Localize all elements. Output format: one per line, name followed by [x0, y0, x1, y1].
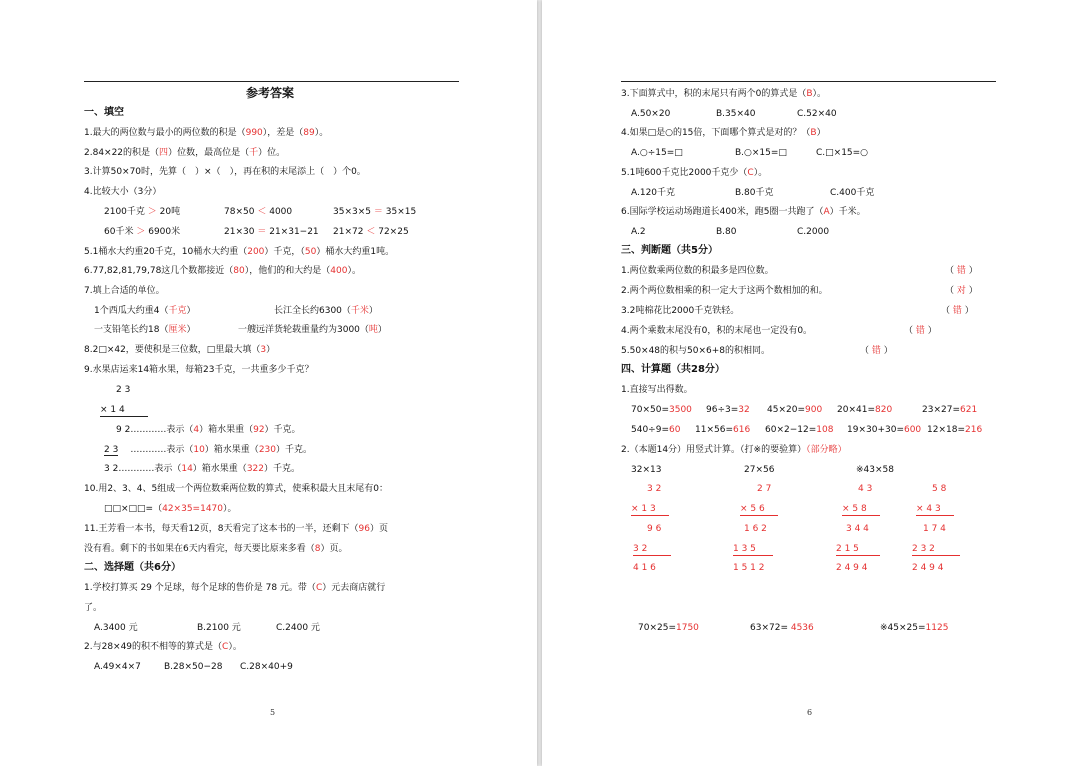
- choice-6: 6.国际学校运动场跑道长400米，跑5圈一共跑了（A）千米。: [621, 207, 866, 217]
- vert-1-p1: 9 6: [647, 524, 662, 534]
- vert-4-result: 2 4 9 4: [912, 563, 944, 573]
- question-1: 1.最大的两位数与最小的两位数的积是（990），差是（89）。: [84, 128, 329, 138]
- question-2: 2.84×22的积是（四）位数，最高位是（千）位。: [84, 148, 286, 158]
- choice-4-option-c: C.□×15=○: [816, 148, 869, 158]
- question-11-cont: 没有看。剩下的书如果在6天内看完，每天要比原来多看（8）页。: [84, 544, 348, 554]
- choice-6-option-a: A.2: [631, 227, 646, 237]
- choice-5-option-b: B.80千克: [735, 188, 774, 198]
- section-heading-judge: 三、判断题（共5分）: [621, 245, 718, 256]
- question-7a: 1个西瓜大约重4（千克）: [94, 306, 196, 316]
- page-right: [542, 0, 1080, 766]
- bottom-calc-2: 63×72= 4536: [750, 623, 814, 633]
- question-9: 9.水果店运来14箱水果，每箱23千克，一共重多少千克？: [84, 365, 314, 375]
- judge-4: 4.两个乘数末尾没有0，积的末尾也一定没有0。: [621, 326, 813, 336]
- vert-4-p1: 1 7 4: [923, 524, 946, 534]
- judge-4-answer: （ 错 ）: [904, 326, 937, 336]
- calc-part-1: 1.直接写出得数。: [621, 385, 693, 395]
- choice-6-option-b: B.80: [716, 227, 737, 237]
- judge-1: 1.两位数乘两位数的积最多是四位数。: [621, 266, 774, 276]
- question-7: 7.填上合适的单位。: [84, 286, 165, 296]
- choice-2-option-a: A.49×4×7: [94, 662, 141, 672]
- vert-4-top: 5 8: [932, 484, 947, 494]
- calc-line-2: 2 3 …………表示（10）箱水果重（230）千克。: [104, 445, 313, 455]
- choice-3-option-a: A.50×20: [631, 109, 671, 119]
- choice-1-option-a: A.3400 元: [94, 623, 138, 633]
- vert-2-p2: 1 3 5: [733, 543, 773, 556]
- page-title: 参考答案: [246, 86, 295, 100]
- page-left: [0, 0, 537, 766]
- compare-2: 78×50 ＜ 4000: [224, 207, 293, 217]
- calc-multiplier: × 1 4: [100, 404, 148, 417]
- vert-1-top: 3 2: [647, 484, 662, 494]
- oral-7: 11×56=616: [695, 425, 751, 435]
- choice-4: 4.如果□是○的15倍，下面哪个算式是对的？（B）: [621, 128, 826, 138]
- section-heading-choice: 二、选择题（共6分）: [84, 562, 181, 573]
- vert-1-p2: 3 2: [633, 543, 671, 556]
- calc-line-3: 3 2…………表示（14）箱水果重（322）千克。: [104, 464, 301, 474]
- vert-1-result: 4 1 6: [633, 563, 656, 573]
- choice-2-option-b: B.28×50−28: [164, 662, 223, 672]
- vert-3-top: 4 3: [858, 484, 873, 494]
- vert-3-p1: 3 4 4: [846, 524, 869, 534]
- vert-2-mul: × 5 6: [740, 503, 778, 516]
- vert-3-mul: × 5 8: [842, 503, 880, 516]
- judge-3: 3.2吨棉花比2000千克铁轻。: [621, 306, 740, 316]
- choice-2: 2.与28×49的积不相等的算式是（C）。: [84, 642, 242, 652]
- choice-6-option-c: C.2000: [797, 227, 830, 237]
- judge-2-answer: （ 对 ）: [945, 286, 978, 296]
- choice-3-option-c: C.52×40: [797, 109, 837, 119]
- question-8: 8.2□×42，要使积是三位数，□里最大填（3）: [84, 345, 276, 355]
- header-rule: [84, 81, 459, 82]
- judge-1-answer: （ 错 ）: [945, 266, 978, 276]
- oral-9: 19×30+30=600: [847, 425, 922, 435]
- choice-4-option-a: A.○÷15=□: [631, 148, 683, 158]
- oral-6: 540÷9=60: [631, 425, 681, 435]
- page-number: 5: [270, 708, 276, 717]
- vert-3-p2: 2 1 5: [836, 543, 880, 556]
- vertical-problem-1: 32×13: [631, 465, 662, 475]
- choice-3-option-b: B.35×40: [716, 109, 756, 119]
- question-11: 11.王芳看一本书，每天看12页，8天看完了这本书的一半，还剩下（96）页: [84, 524, 388, 534]
- choice-5-option-c: C.400千克: [830, 188, 875, 198]
- calc-top: 2 3: [116, 385, 131, 395]
- vert-1-mul: × 1 3: [631, 503, 669, 516]
- oral-2: 96÷3=32: [706, 405, 750, 415]
- compare-6: 21×72 ＜ 72×25: [333, 227, 409, 237]
- choice-4-option-b: B.○×15=□: [735, 148, 787, 158]
- choice-1: 1.学校打算买 29 个足球，每个足球的售价是 78 元。带（C）元去商店就行: [84, 583, 386, 593]
- question-7c: 一支铅笔长约18（厘米）: [94, 325, 196, 335]
- header-rule: [621, 81, 996, 82]
- oral-5: 23×27=621: [922, 405, 978, 415]
- compare-5: 21×30 ＝ 21×31−21: [224, 227, 319, 237]
- calc-line-1: 9 2…………表示（4）箱水果重（92）千克。: [116, 425, 301, 435]
- vert-2-p1: 1 6 2: [744, 524, 767, 534]
- question-6: 6.77,82,81,79,78这几个数都接近（80），他们的和大约是（400）。: [84, 266, 361, 276]
- judge-3-answer: （ 错 ）: [941, 306, 974, 316]
- judge-2: 2.两个两位数相乘的积一定大于这两个数相加的和。: [621, 286, 828, 296]
- judge-5: 5.50×48的积与50×6+8的积相同。: [621, 346, 771, 356]
- vert-4-mul: × 4 3: [916, 503, 954, 516]
- oral-1: 70×50=3500: [631, 405, 692, 415]
- oral-3: 45×20=900: [767, 405, 823, 415]
- bottom-calc-1: 70×25=1750: [638, 623, 699, 633]
- vert-3-result: 2 4 9 4: [836, 563, 868, 573]
- vertical-problem-2: 27×56: [744, 465, 775, 475]
- choice-1-option-b: B.2100 元: [197, 623, 241, 633]
- compare-1: 2100千克 ＞ 20吨: [104, 207, 181, 217]
- question-7d: 一艘远洋货轮载重量约为3000（吨）: [238, 325, 387, 335]
- question-10: 10.用2、3、4、5组成一个两位数乘两位数的算式，使乘积最大且末尾有0：: [84, 484, 388, 494]
- calc-part-2: 2.（本题14分）用竖式计算。（打※的要验算）（部分略）: [621, 445, 847, 455]
- choice-5-option-a: A.120千克: [631, 188, 676, 198]
- compare-4: 60千米 ＞ 6900米: [104, 227, 181, 237]
- question-3: 3.计算50×70时，先算（ ）×（ ），再在积的末尾添上（ ）个0。: [84, 167, 366, 177]
- compare-3: 35×3×5 ＝ 35×15: [333, 207, 417, 217]
- page-number: 6: [807, 708, 813, 717]
- question-4: 4.比较大小（3分）: [84, 187, 162, 197]
- choice-5: 5.1吨600千克比2000千克少（C）。: [621, 168, 768, 178]
- vert-4-p2: 2 3 2: [912, 543, 960, 556]
- choice-2-option-c: C.28×40+9: [240, 662, 293, 672]
- oral-8: 60×2−12=108: [765, 425, 834, 435]
- vertical-problem-3: ※43×58: [856, 465, 894, 475]
- oral-10: 12×18=216: [927, 425, 983, 435]
- judge-5-answer: （ 错 ）: [860, 346, 893, 356]
- choice-3: 3.下面算式中，积的末尾只有两个0的算式是（B）。: [621, 89, 827, 99]
- question-7b: 长江全长约6300（千米）: [274, 306, 378, 316]
- section-heading-fill: 一、填空: [84, 107, 124, 118]
- vert-2-top: 2 7: [757, 484, 772, 494]
- question-10-answer: □□×□□=（42×35=1470）。: [104, 504, 237, 514]
- bottom-calc-3: ※45×25=1125: [880, 623, 949, 633]
- vert-2-result: 1 5 1 2: [733, 563, 765, 573]
- choice-1-option-c: C.2400 元: [276, 623, 320, 633]
- oral-4: 20×41=820: [837, 405, 893, 415]
- choice-1-cont: 了。: [84, 603, 103, 613]
- question-5: 5.1桶水大约重20千克，10桶水大约重（200）千克，（50）桶水大约重1吨。: [84, 247, 395, 257]
- section-heading-calc: 四、计算题（共28分）: [621, 364, 725, 375]
